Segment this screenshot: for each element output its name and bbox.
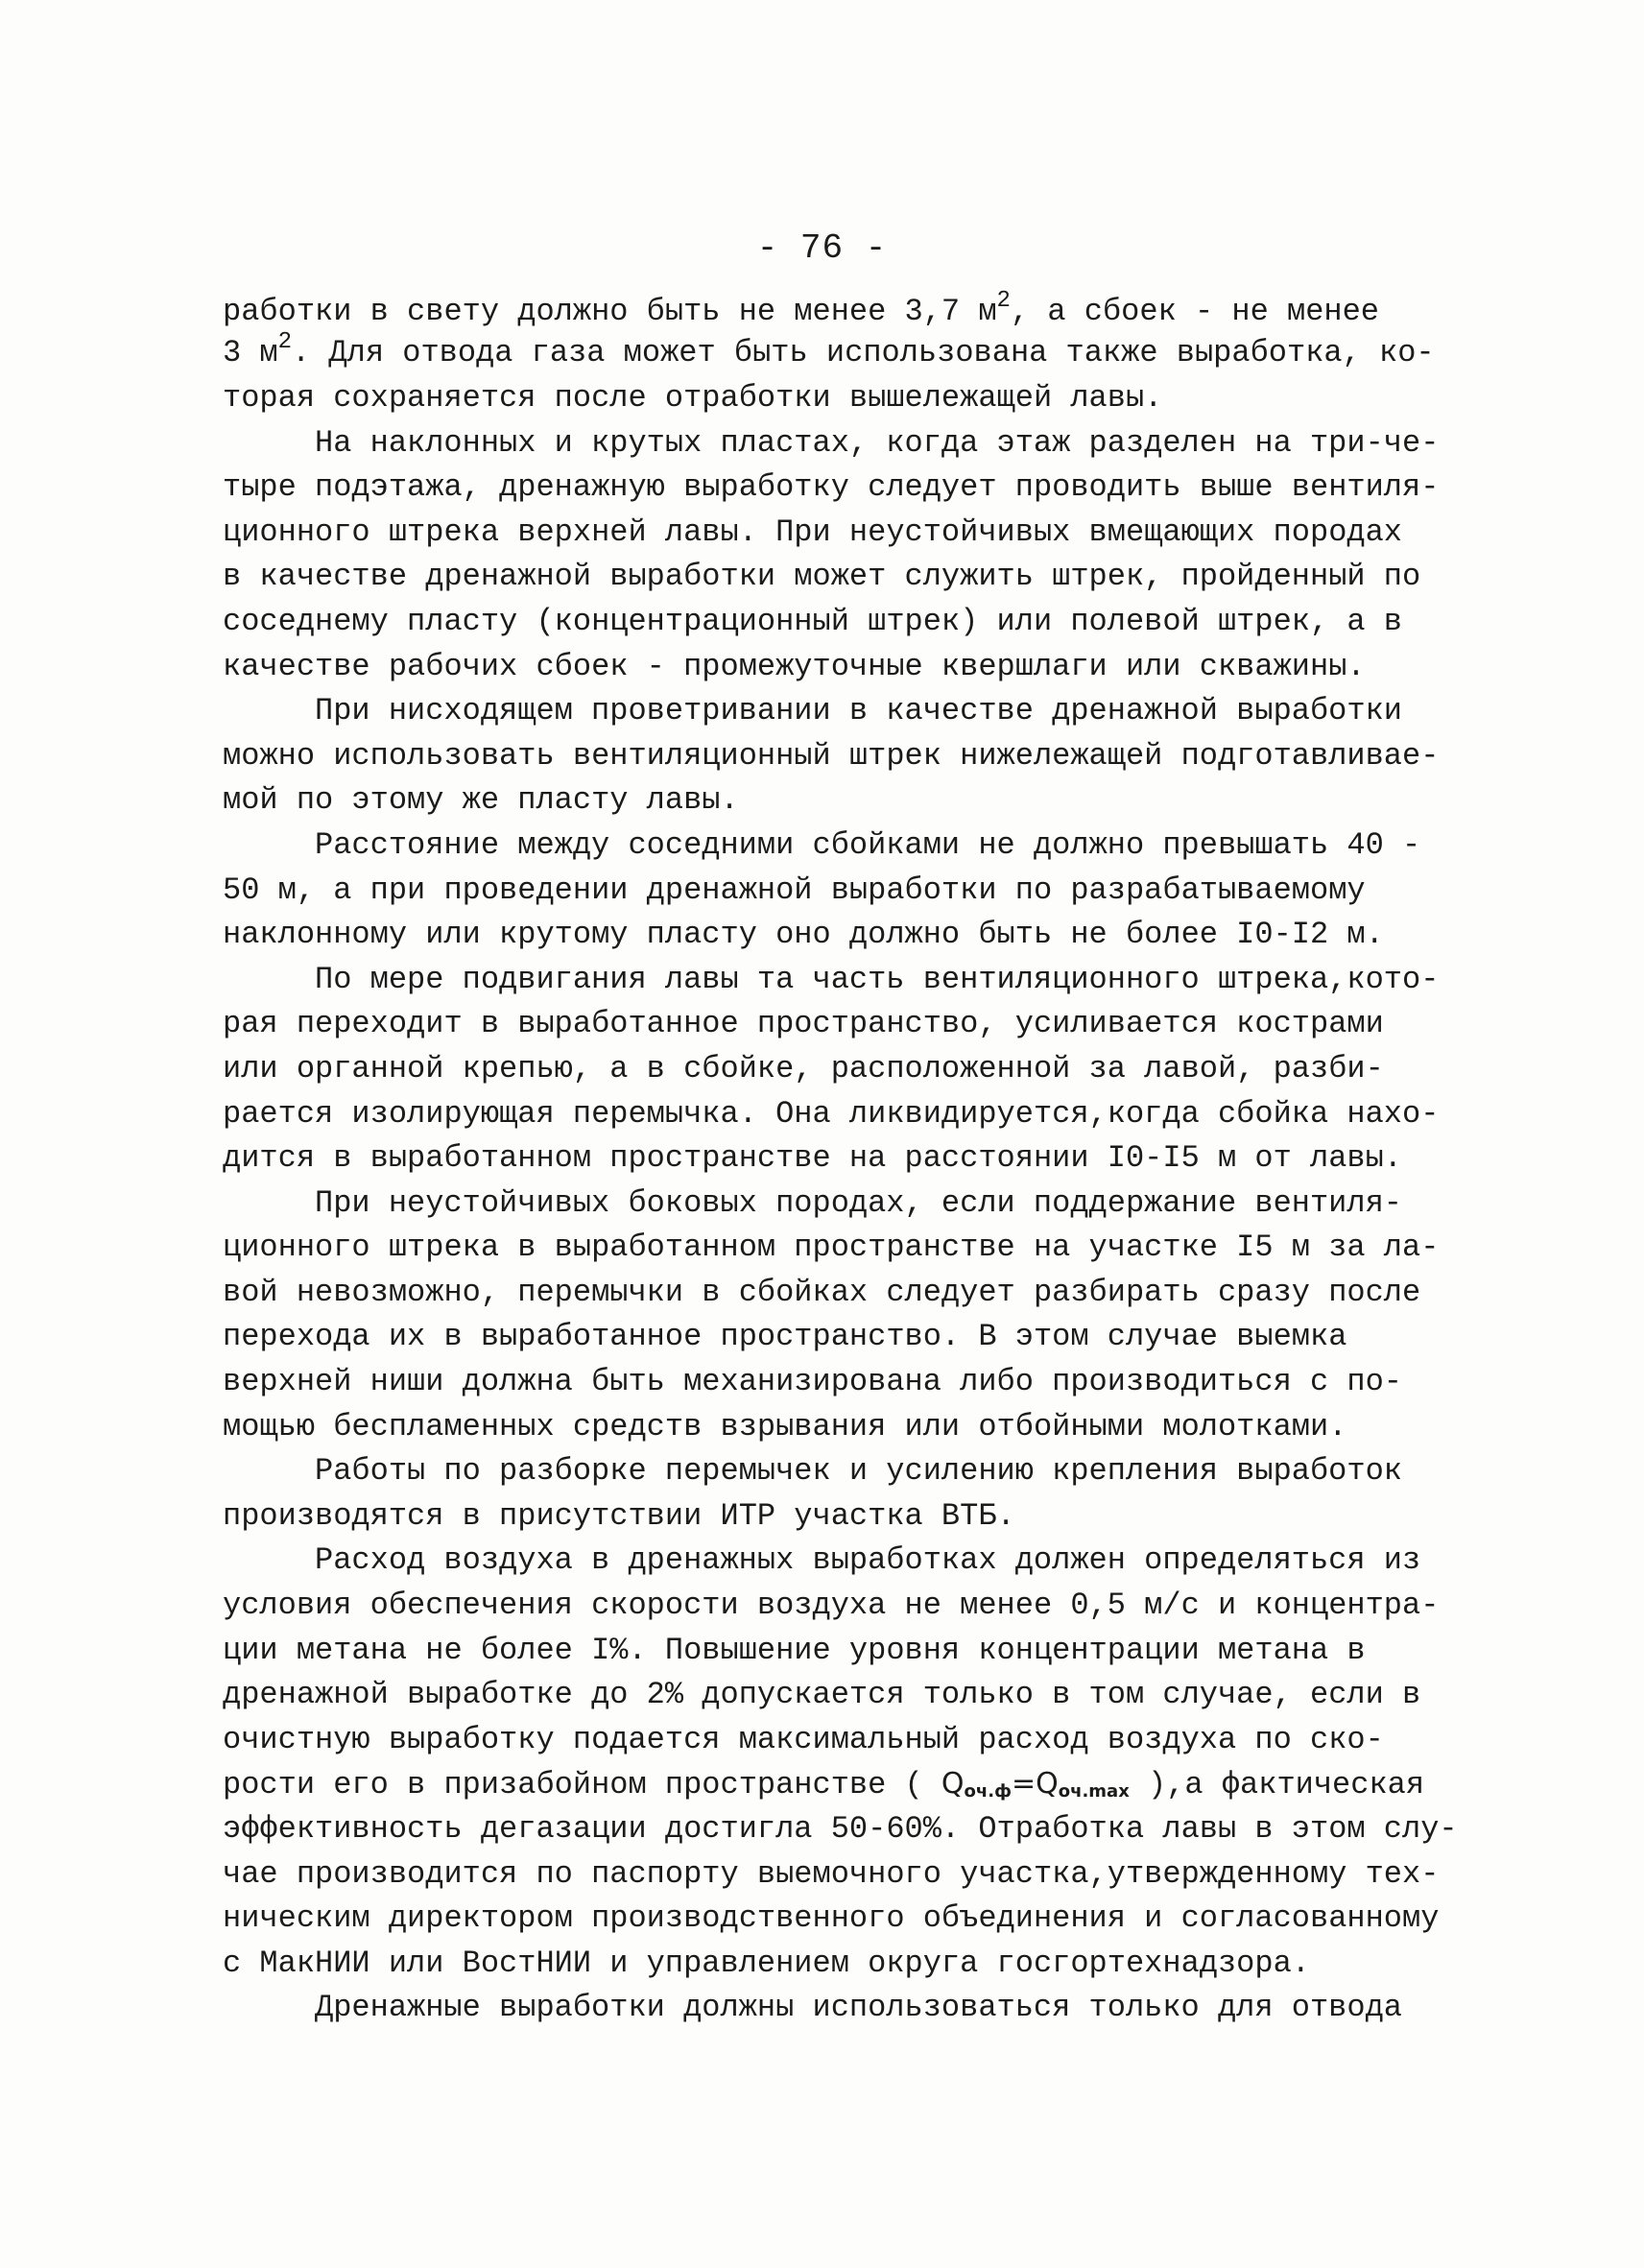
formula-q-symbol: Q bbox=[1036, 1767, 1059, 1802]
text-run: . Для отвода газа может быть использована также выработка, ко- bbox=[292, 335, 1435, 370]
paragraph-start-line: Дренажные выработки должны использоваться только для отвода bbox=[315, 1990, 1402, 2026]
text-line: дренажной выработке до 2% допускается только в том случае, если в bbox=[223, 1677, 1421, 1713]
text-run: ),а фактическая bbox=[1129, 1767, 1425, 1803]
text-line: перехода их в выработанное пространство. В этом случае выемка bbox=[223, 1319, 1347, 1355]
text-line: ции метана не более I%. Повышение уровня концентрации метана в bbox=[223, 1632, 1366, 1668]
text-line: 50 м, а при проведении дренажной выработки по разрабатываемому bbox=[223, 871, 1366, 908]
text-line: с МакНИИ или ВостНИИ и управлением округа госгортехнадзора. bbox=[223, 1945, 1310, 1981]
page-number: - 76 - bbox=[756, 228, 888, 268]
formula-subscript: оч.ф bbox=[964, 1781, 1012, 1802]
text-run: работки в свету должно быть не менее 3,7 м bbox=[223, 294, 997, 329]
text-line: или органной крепью, а в сбойке, расположенной за лавой, разби- bbox=[223, 1050, 1384, 1086]
formula-q-symbol: Q bbox=[941, 1767, 965, 1802]
text-line: производятся в присутствии ИТР участка ВТБ. bbox=[223, 1497, 1015, 1534]
text-line: ционного штрека верхней лавы. При неустойчивых вмещающих породах bbox=[223, 513, 1402, 550]
paragraph-start-line: При неустойчивых боковых породах, если поддержание вентиля- bbox=[315, 1184, 1402, 1221]
text-run: , а сбоек - не менее bbox=[1010, 294, 1379, 329]
airflow-formula bbox=[941, 1767, 1130, 1801]
text-line: ционного штрека в выработанном пространстве на участке I5 м за ла- bbox=[223, 1229, 1440, 1266]
text-line: тыре подэтажа, дренажную выработку следует проводить выше вентиля- bbox=[223, 469, 1440, 506]
text-line: ническим директором производственного объединения и согласованному bbox=[223, 1900, 1440, 1937]
text-run: рости его в призабойном пространстве ( bbox=[223, 1767, 941, 1803]
formula-equals: = bbox=[1011, 1767, 1036, 1802]
superscript: 2 bbox=[996, 288, 1011, 314]
text-line: чае производится по паспорту выемочного участка,утвержденному тех- bbox=[223, 1855, 1440, 1892]
text-line: эффективность дегазации достигла 50-60%. Отработка лавы в этом слу- bbox=[223, 1811, 1458, 1847]
paragraph-start-line: При нисходящем проветривании в качестве дренажной выработки bbox=[315, 693, 1402, 729]
text-line bbox=[223, 329, 1461, 376]
text-line: в качестве дренажной выработки может служить штрек, пройденный по bbox=[223, 559, 1421, 595]
text-line: дится в выработанном пространстве на расстоянии I0-I5 м от лавы. bbox=[223, 1140, 1402, 1177]
paragraph-start-line: На наклонных и крутых пластах, когда этаж разделен на три-че- bbox=[315, 424, 1440, 461]
text-line: мой по этому же пласту лавы. bbox=[223, 782, 739, 819]
text-line: очистную выработку подается максимальный расход воздуха по ско- bbox=[223, 1721, 1384, 1757]
text-line: качестве рабочих сбоек - промежуточные квершлаги или скважины. bbox=[223, 648, 1366, 684]
text-line: торая сохраняется после отработки вышележащей лавы. bbox=[223, 380, 1163, 416]
text-line: можно использовать вентиляционный штрек нижележащей подготавливае- bbox=[223, 737, 1440, 774]
paragraph-start-line: Расстояние между соседними сбойками не должно превышать 40 - bbox=[315, 826, 1421, 863]
paragraph-start-line: Расход воздуха в дренажных выработках должен определяться из bbox=[315, 1542, 1421, 1579]
text-line: вой невозможно, перемычки в сбойках следует разбирать сразу после bbox=[223, 1274, 1421, 1310]
body-text bbox=[223, 286, 1461, 2031]
paragraph-start-line: По мере подвигания лавы та часть вентиляционного штрека,кото- bbox=[315, 961, 1440, 997]
text-line: мощью беспламенных средств взрывания или отбойными молотками. bbox=[223, 1408, 1347, 1444]
text-run: 3 м bbox=[223, 335, 278, 370]
paragraph-start-line: Работы по разборке перемычек и усилению крепления выработок bbox=[315, 1453, 1402, 1490]
formula-subscript: оч.max bbox=[1058, 1781, 1130, 1802]
text-line: рается изолирующая перемычка. Она ликвидируется,когда сбойка нахо- bbox=[223, 1095, 1440, 1132]
text-line bbox=[223, 286, 1461, 334]
text-line: рая переходит в выработанное пространство, усиливается кострами bbox=[223, 1006, 1384, 1042]
text-line-with-formula bbox=[223, 1762, 1461, 1807]
text-line: условия обеспечения скорости воздуха не менее 0,5 м/с и концентра- bbox=[223, 1588, 1440, 1624]
text-line: верхней ниши должна быть механизирована либо производиться с по- bbox=[223, 1364, 1402, 1400]
superscript: 2 bbox=[277, 329, 293, 355]
text-line: наклонному или крутому пласту оно должно быть не более I0-I2 м. bbox=[223, 917, 1384, 953]
text-line: соседнему пласту (концентрационный штрек) или полевой штрек, а в bbox=[223, 603, 1402, 639]
